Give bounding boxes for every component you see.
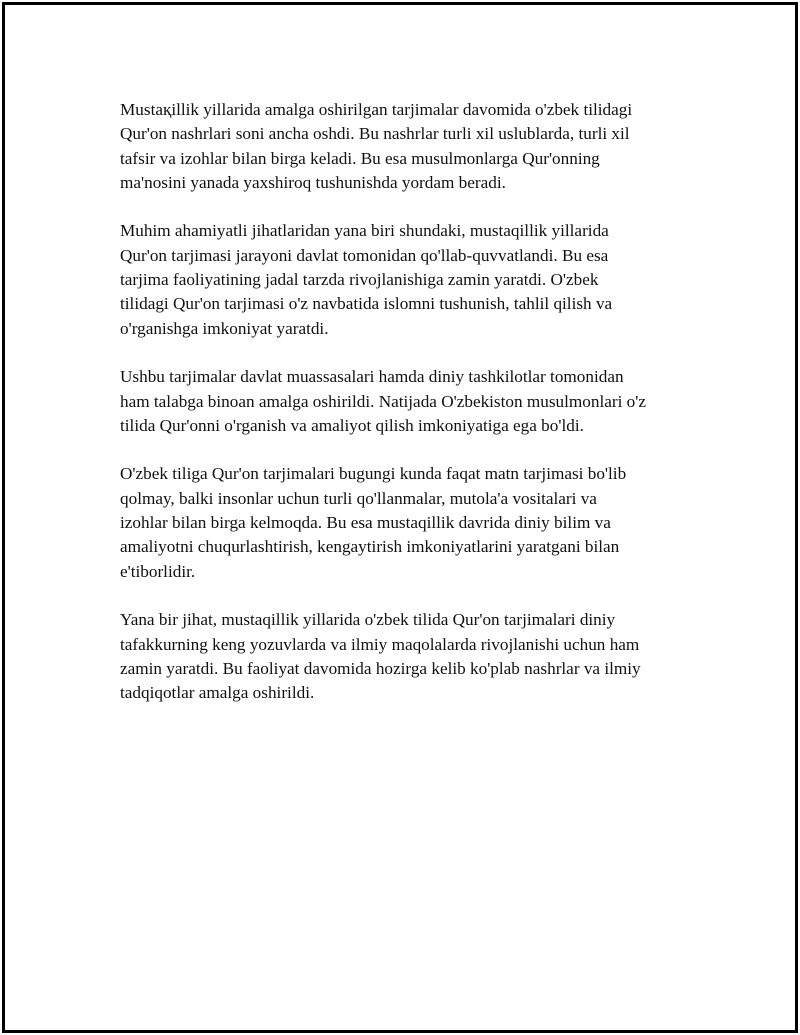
paragraph-1: Mustaқillik yillarida amalga oshirilgan tarjimalar davomida o'zbek tilidagi Qur'on nashrlari soni ancha oshdi. Bu nashrlar turli xil uslublarda, turli xil tafsir va izohlar bilan birga keladi. Bu esa musulmonlarga Qur'onning ma'nosini yanada yaxshiroq tushunishda yordam beradi.: [120, 100, 633, 192]
paragraph-4: O'zbek tiliga Qur'on tarjimalari bugungi kunda faqat matn tarjimasi bo'lib qolmay, balki insonlar uchun turli qo'llanmalar, mutola'a vositalari va izohlar bilan birga kelmoqda. Bu esa mustaqillik davrida diniy bilim va amaliyotni chuqurlashtirish, kengaytirish imkoniyatlarini yaratgani bilan e'tiborlidir.: [120, 464, 627, 581]
document-page: [2, 2, 798, 1033]
paragraph-3: Ushbu tarjimalar davlat muassasalari hamda diniy tashkilotlar tomonidan ham talabga binoan amalga oshirildi. Natijada O'zbekiston musulmonlari o'z tilida Qur'onni o'rganish va amaliyot qilish imkoniyatiga ega bo'ldi.: [120, 367, 646, 435]
document-body: [120, 98, 700, 730]
paragraph-2: Muhim ahamiyatli jihatlaridan yana biri shundaki, mustaqillik yillarida Qur'on tarjimasi jarayoni davlat tomonidan qo'llab-quvvatlandi. Bu esa tarjima faoliyatining jadal tarzda rivojlanishiga zamin yaratdi. O'zbek tilidagi Qur'on tarjimasi o'z navbatida islomni tushunish, tahlil qilish va o'rganishga imkoniyat yaratdi.: [120, 221, 613, 338]
paragraph-5: Yana bir jihat, mustaqillik yillarida o'zbek tilida Qur'on tarjimalari diniy tafakkurning keng yozuvlarda va ilmiy maqolalarda rivojlanishi uchun ham zamin yaratdi. Bu faoliyat davomida hozirga kelib ko'plab nashrlar va ilmiy tadqiqotlar amalga oshirildi.: [120, 610, 641, 703]
